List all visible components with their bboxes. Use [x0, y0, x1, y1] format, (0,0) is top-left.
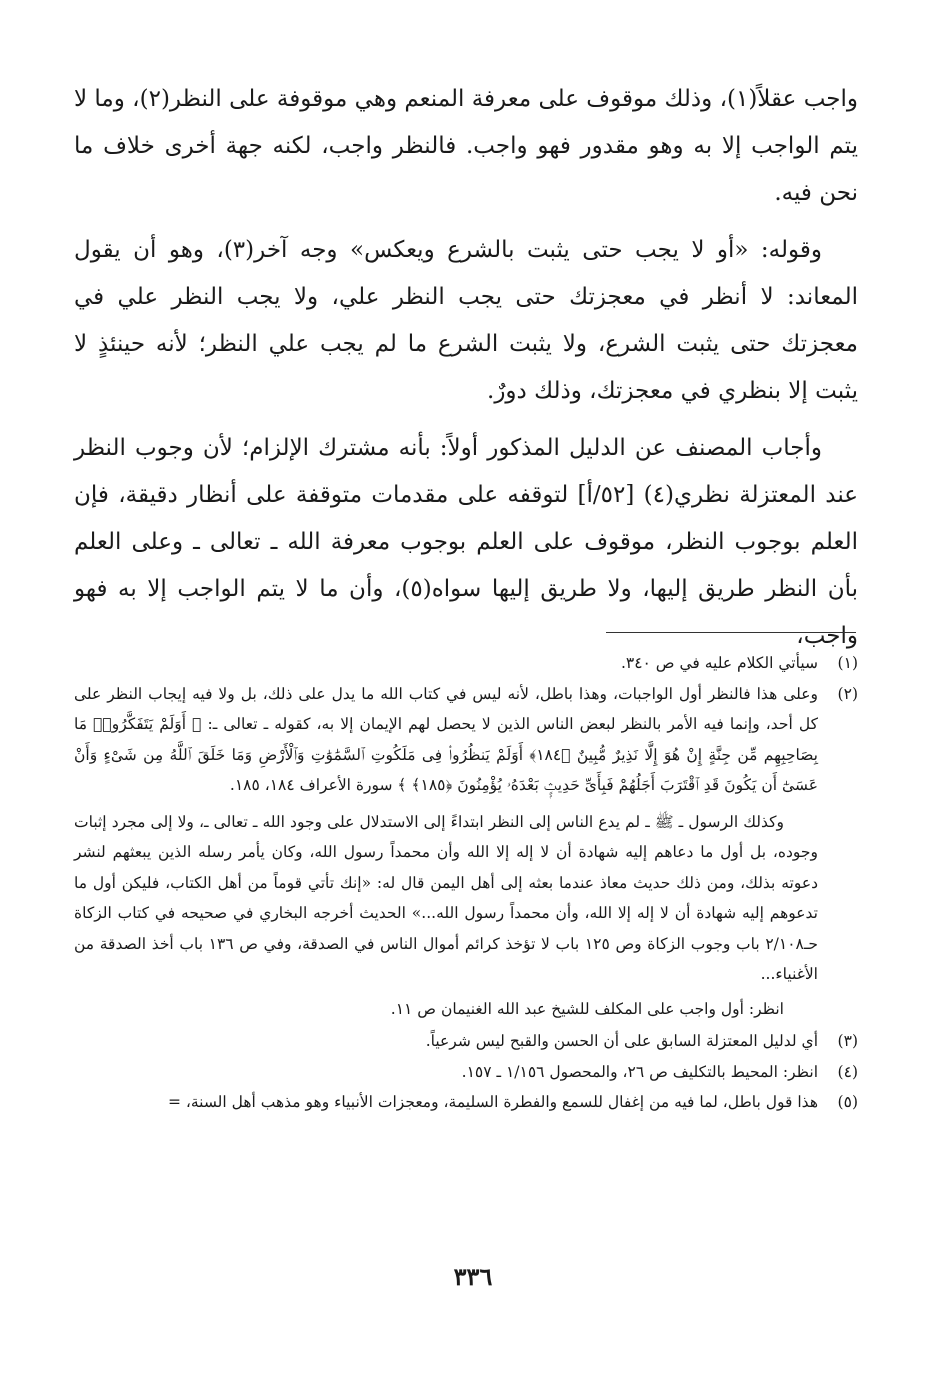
footnote-text: أي لدليل المعتزلة السابق على أن الحسن والقبح ليس شرعياً.	[425, 1032, 818, 1050]
paragraph-1: واجب عقلاً(١)، وذلك موقوف على معرفة المنعم وهي موقوفة على النظر(٢)، وما لا يتم الواجب إلا به وهو مقدور فهو واجب. فالنظر واجب، لكنه جهة أخرى خلاف ما نحن فيه.	[74, 86, 858, 206]
footnote-number: (٥)	[837, 1093, 858, 1111]
footnote-3	[74, 1026, 858, 1057]
footnote-text: سيأتي الكلام عليه في ص ٣٤٠.	[620, 654, 818, 672]
footnote-text: هذا قول باطل، لما فيه من إغفال للسمع والفطرة السليمة، ومعجزات الأنبياء وهو مذهب أهل السنة، =	[167, 1093, 818, 1111]
footnotes	[74, 648, 858, 1118]
footnote-number: (٣)	[837, 1032, 858, 1050]
footnote-number: (٤)	[837, 1062, 858, 1081]
main-text	[74, 76, 858, 670]
footnote-2-continuation: وكذلك الرسول ـ ﷺ ـ لم يدع الناس إلى النظر ابتداءً إلى الاستدلال على وجود الله ـ تعالى ـ، ولا إلى مجرد إثبات وجوده، بل أول ما دعاهم إليه شهادة أن لا إله إلا الله وأن محمداً رسول الله، وكان يأمر رسله الذين يبعثهم لنشر دعوته بذلك، ومن ذلك حديث معاذ عندما بعثه إلى أهل اليمن قال له: «إنك تأتي قوماً من أهل الكتاب، فليكن أول ما تدعوهم إليه شهادة أن لا إله إلا الله، وأن محمداً رسول الله...» الحديث أخرجه البخاري في صحيحه في كتاب الزكاة حـ٢/١٠٨ باب وجوب الزكاة وص ١٢٥ باب لا تؤخذ كرائم أموال الناس في الصدقة، وفي ص ١٣٦ باب أخذ الصدقة من الأغنياء...	[74, 812, 818, 983]
footnote-text: انظر: المحيط بالتكليف ص ٢٦، والمحصول ١/١٥٦ ـ ١٥٧.	[461, 1062, 818, 1081]
footnote-2-reference: انظر: أول واجب على المكلف للشيخ عبد الله الغنيمان ص ١١.	[390, 999, 784, 1018]
footnote-5	[74, 1087, 858, 1118]
footnote-number: (٢)	[837, 684, 858, 703]
footnote-divider	[606, 632, 856, 633]
paragraph-2: وقوله: «أو لا يجب حتى يثبت بالشرع ويعكس» وجه آخر(٣)، وهو أن يقول المعاند: لا أنظر في معجزتك حتى يجب النظر علي، ولا يجب النظر علي في معجزتك حتى يثبت الشرع، ولا يثبت الشرع ما لم يجب علي النظر؛ لأنه حينئذٍ لا يثبت إلا بنظري في معجزتك، وذلك دورٌ.	[74, 237, 858, 404]
footnote-1	[74, 648, 858, 679]
page-number: ٣٣٦	[453, 1262, 493, 1291]
footnote-number: (١)	[837, 654, 858, 672]
footnote-4	[74, 1057, 858, 1088]
paragraph-3: وأجاب المصنف عن الدليل المذكور أولاً: بأنه مشترك الإلزام؛ لأن وجوب النظر عند المعتزلة نظري(٤) [٥٢/أ] لتوقفه على مقدمات متوقفة على أنظار دقيقة، فإن العلم بوجوب النظر، موقوف على العلم بوجوب معرفة الله ـ تعالى ـ وعلى العلم بأن النظر طريق إليها، ولا طريق إليها سواه(٥)، وأن ما لا يتم الواجب إلا به فهو واجب،	[74, 435, 858, 649]
footnote-2	[74, 679, 858, 801]
footnote-text: وعلى هذا فالنظر أول الواجبات، وهذا باطل، لأنه ليس في كتاب الله ما يدل على ذلك، بل ولا فيه إيجاب النظر على كل أحد، وإنما فيه الأمر بالنظر لبعض الناس الذين لا يحصل لهم الإيمان إلا به، كقوله ـ تعالى ـ: ﴿ أَوَلَمْ يَتَفَكَّرُوا۟ مَا بِصَاحِبِهِم مِّن جِنَّةٍ إِنْ هُوَ إِلَّا نَذِيرٌ مُّبِينٌ ﴿١٨٤﴾ أَوَلَمْ يَنظُرُوا۟ فِى مَلَكُوتِ ٱلسَّمَٰوَٰتِ وَٱلْأَرْضِ وَمَا خَلَقَ ٱللَّهُ مِن شَىْءٍ وَأَنْ عَسَىٰٓ أَن يَكُونَ قَدِ ٱقْتَرَبَ أَجَلُهُمْ فَبِأَىِّ حَدِيثٍۭ بَعْدَهُۥ يُؤْمِنُونَ ﴿١٨٥﴾ ﴾ سورة الأعراف ١٨٤، ١٨٥.	[74, 684, 818, 794]
